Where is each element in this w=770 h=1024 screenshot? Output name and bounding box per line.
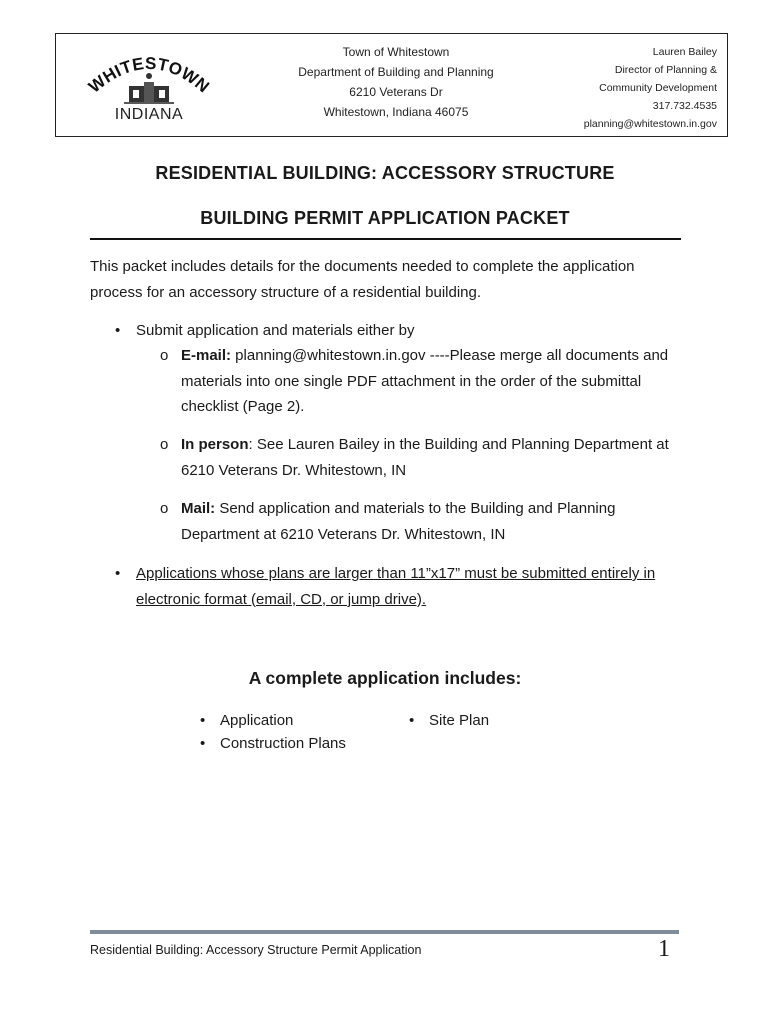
logo-name-text: WHITESTOWN [84, 53, 214, 97]
letterhead [55, 33, 728, 137]
bullet-icon: • [200, 712, 206, 729]
option-email-text: planning@whitestown.in.gov ----Please merge all documents and materials into one single PDF attachment in the order of the submittal checklist (Page 2). [181, 347, 669, 415]
include-site-plan: Site Plan [429, 712, 490, 729]
submission-lead: Submit application and materials either by [136, 322, 415, 339]
large-plans-note-text: Applications whose plans are larger than 11”x17” must be submitted entirely in electronic format (email, CD, or jump drive). [136, 565, 656, 608]
list-item [200, 732, 346, 755]
footer-divider [90, 930, 679, 934]
bullet-icon: • [115, 322, 121, 339]
sub-bullet-icon: o [160, 500, 169, 517]
town-name: Town of Whitestown [342, 45, 450, 59]
option-in-person-text: : See Lauren Bailey in the Building and Planning Department at 6210 Veterans Dr. Whitestown, IN [181, 436, 669, 479]
includes-heading: A complete application includes: [248, 668, 522, 688]
department-name: Department of Building and Planning [298, 65, 494, 79]
contact-email[interactable]: planning@whitestown.in.gov [583, 118, 717, 130]
option-email-label: E-mail: [181, 347, 232, 364]
city-state-zip: Whitestown, Indiana 46075 [323, 105, 469, 119]
contact-title-line1: Director of Planning & [614, 64, 717, 76]
contact-phone: 317.732.4535 [652, 100, 717, 112]
include-application: Application [220, 712, 294, 729]
sub-bullet-icon: o [160, 436, 169, 453]
bullet-icon: • [409, 712, 415, 729]
intro-paragraph: This packet includes details for the documents needed to complete the application process for an accessory structure of a residential building. [90, 258, 635, 301]
contact-title-line2: Community Development [599, 82, 717, 94]
include-construction-plans: Construction Plans [220, 735, 346, 752]
page-number: 1 [658, 936, 670, 962]
list-item [409, 709, 489, 732]
bullet-icon: • [115, 565, 121, 582]
street-address: 6210 Veterans Dr [349, 85, 443, 99]
document-subtitle: BUILDING PERMIT APPLICATION PACKET [200, 208, 570, 228]
title-divider [90, 238, 681, 240]
contact-name: Lauren Bailey [652, 46, 717, 58]
logo-state-text: INDIANA [114, 106, 184, 123]
whitestown-seal-icon [84, 46, 214, 108]
list-item [200, 709, 293, 732]
option-mail-text: Send application and materials to the Building and Planning Department at 6210 Veterans Dr. Whitestown, IN [181, 500, 616, 543]
option-in-person-label: In person [181, 436, 249, 453]
option-mail-label: Mail: [181, 500, 216, 517]
document-title: RESIDENTIAL BUILDING: ACCESSORY STRUCTURE [155, 163, 615, 183]
town-address-block [286, 42, 506, 122]
contact-block [517, 43, 717, 133]
sub-bullet-icon: o [160, 347, 169, 364]
town-logo [84, 46, 214, 126]
bullet-icon: • [200, 735, 206, 752]
footer-text: Residential Building: Accessory Structure Permit Application [90, 943, 422, 957]
